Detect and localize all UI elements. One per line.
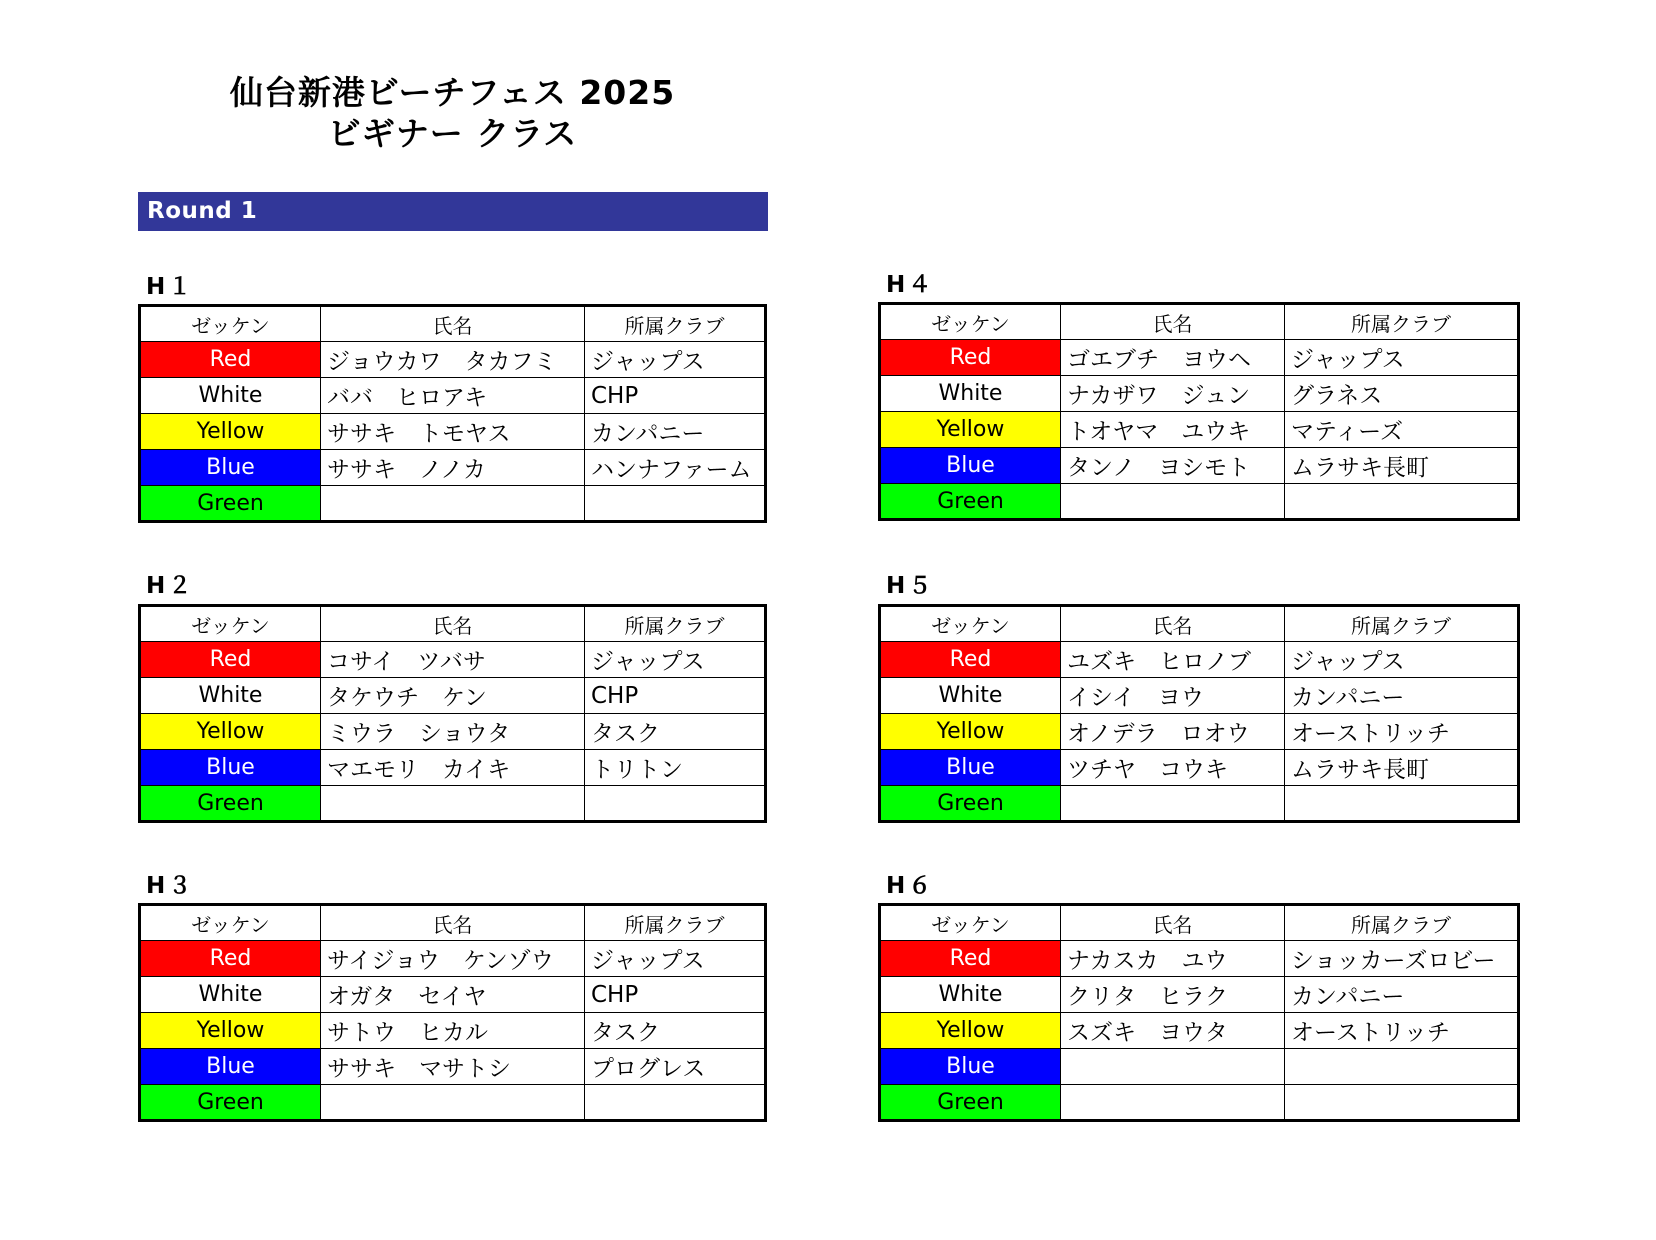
bib-color-cell: Green <box>140 486 321 522</box>
heat-label: H２ <box>146 573 195 599</box>
athlete-name-cell: ジョウカワ タカフミ <box>321 342 585 378</box>
bib-header: ゼッケン <box>140 606 321 642</box>
club-cell: CHP <box>585 378 766 414</box>
club-cell <box>1285 1085 1519 1121</box>
athlete-name-cell <box>321 486 585 522</box>
club-header: 所属クラブ <box>585 905 766 941</box>
club-cell: ハンナファーム <box>585 450 766 486</box>
club-cell <box>585 486 766 522</box>
table-row <box>880 484 1519 520</box>
athlete-name-cell: ババ ヒロアキ <box>321 378 585 414</box>
athlete-name-cell: ミウラ ショウタ <box>321 714 585 750</box>
table-row <box>140 414 766 450</box>
title-line-2: ビギナー クラス <box>327 114 578 153</box>
bib-color-cell: Green <box>880 484 1061 520</box>
table-row <box>880 376 1519 412</box>
bib-color-cell: White <box>880 678 1061 714</box>
athlete-name-cell: ササキ マサトシ <box>321 1049 585 1085</box>
club-cell: ジャップス <box>585 342 766 378</box>
heat-label: H５ <box>886 573 935 599</box>
header-row <box>880 606 1519 642</box>
bib-color-cell: White <box>140 378 321 414</box>
athlete-name-cell: クリタ ヒラク <box>1061 977 1285 1013</box>
athlete-name-cell: マエモリ カイキ <box>321 750 585 786</box>
athlete-name-cell <box>321 786 585 822</box>
table-row <box>140 378 766 414</box>
club-cell: ショッカーズロビー <box>1285 941 1519 977</box>
bib-color-cell: Green <box>140 786 321 822</box>
club-cell: マティーズ <box>1285 412 1519 448</box>
header-row <box>880 304 1519 340</box>
club-cell: ムラサキ長町 <box>1285 750 1519 786</box>
athlete-name-cell <box>1061 1085 1285 1121</box>
name-header: 氏名 <box>1061 905 1285 941</box>
bib-color-cell: Blue <box>140 1049 321 1085</box>
athlete-name-cell: スズキ ヨウタ <box>1061 1013 1285 1049</box>
table-row <box>880 750 1519 786</box>
table-row <box>880 642 1519 678</box>
table-row <box>140 977 766 1013</box>
bib-color-cell: White <box>140 678 321 714</box>
athlete-name-cell <box>1061 1049 1285 1085</box>
athlete-name-cell: ナカザワ ジュン <box>1061 376 1285 412</box>
club-cell: ジャップス <box>585 642 766 678</box>
header-row <box>140 306 766 342</box>
name-header: 氏名 <box>1061 304 1285 340</box>
bib-header: ゼッケン <box>880 905 1061 941</box>
header-row <box>140 905 766 941</box>
table-row <box>140 750 766 786</box>
athlete-name-cell: イシイ ヨウ <box>1061 678 1285 714</box>
bib-color-cell: Yellow <box>140 714 321 750</box>
heat-label: H６ <box>886 873 935 899</box>
bib-color-cell: Blue <box>140 450 321 486</box>
bib-color-cell: Red <box>140 941 321 977</box>
bib-color-cell: White <box>880 376 1061 412</box>
club-cell: ムラサキ長町 <box>1285 448 1519 484</box>
athlete-name-cell: タンノ ヨシモト <box>1061 448 1285 484</box>
title-line-1: 仙台新港ビーチフェス 2025 <box>229 73 676 112</box>
table-row <box>140 678 766 714</box>
table-row <box>880 1049 1519 1085</box>
table-row <box>140 450 766 486</box>
club-header: 所属クラブ <box>1285 304 1519 340</box>
club-cell: CHP <box>585 977 766 1013</box>
athlete-name-cell: コサイ ツバサ <box>321 642 585 678</box>
heat-label: H１ <box>146 274 195 300</box>
bib-color-cell: Yellow <box>140 1013 321 1049</box>
athlete-name-cell <box>1061 484 1285 520</box>
club-cell: ジャップス <box>1285 340 1519 376</box>
club-header: 所属クラブ <box>1285 606 1519 642</box>
bib-header: ゼッケン <box>880 606 1061 642</box>
bib-color-cell: Blue <box>880 750 1061 786</box>
club-cell <box>585 1085 766 1121</box>
bib-header: ゼッケン <box>880 304 1061 340</box>
athlete-name-cell: ササキ ノノカ <box>321 450 585 486</box>
athlete-name-cell: サイジョウ ケンゾウ <box>321 941 585 977</box>
table-row <box>140 786 766 822</box>
athlete-name-cell: トオヤマ ユウキ <box>1061 412 1285 448</box>
club-cell: プログレス <box>585 1049 766 1085</box>
header-row <box>880 905 1519 941</box>
club-cell: タスク <box>585 1013 766 1049</box>
bib-header: ゼッケン <box>140 905 321 941</box>
club-cell: グラネス <box>1285 376 1519 412</box>
bib-color-cell: Green <box>140 1085 321 1121</box>
table-row <box>880 714 1519 750</box>
table-row <box>140 941 766 977</box>
club-cell: トリトン <box>585 750 766 786</box>
athlete-name-cell: ササキ トモヤス <box>321 414 585 450</box>
bib-color-cell: White <box>880 977 1061 1013</box>
club-cell <box>1285 484 1519 520</box>
heat-label: H３ <box>146 873 195 899</box>
bib-color-cell: Yellow <box>880 412 1061 448</box>
table-row <box>880 786 1519 822</box>
table-row <box>880 340 1519 376</box>
club-cell: カンパニー <box>1285 977 1519 1013</box>
table-row <box>140 1049 766 1085</box>
bib-color-cell: Yellow <box>880 1013 1061 1049</box>
club-cell <box>585 786 766 822</box>
table-row <box>140 714 766 750</box>
athlete-name-cell: ユズキ ヒロノブ <box>1061 642 1285 678</box>
table-row <box>880 941 1519 977</box>
table-row <box>880 1085 1519 1121</box>
table-row <box>140 1085 766 1121</box>
club-cell: カンパニー <box>1285 678 1519 714</box>
heat-table <box>878 302 1520 521</box>
heat-table <box>138 604 767 823</box>
name-header: 氏名 <box>321 306 585 342</box>
round-banner: Round 1 <box>138 192 768 231</box>
heat-table <box>138 304 767 523</box>
heat-table <box>138 903 767 1122</box>
club-header: 所属クラブ <box>1285 905 1519 941</box>
table-row <box>880 448 1519 484</box>
table-row <box>140 642 766 678</box>
name-header: 氏名 <box>1061 606 1285 642</box>
table-row <box>880 977 1519 1013</box>
table-row <box>140 1013 766 1049</box>
athlete-name-cell: オガタ セイヤ <box>321 977 585 1013</box>
athlete-name-cell: タケウチ ケン <box>321 678 585 714</box>
bib-color-cell: Blue <box>880 1049 1061 1085</box>
club-cell: ジャップス <box>585 941 766 977</box>
club-header: 所属クラブ <box>585 606 766 642</box>
club-header: 所属クラブ <box>585 306 766 342</box>
bib-color-cell: Blue <box>140 750 321 786</box>
table-row <box>880 412 1519 448</box>
bib-color-cell: Yellow <box>880 714 1061 750</box>
bib-color-cell: Yellow <box>140 414 321 450</box>
bib-color-cell: Blue <box>880 448 1061 484</box>
table-row <box>140 342 766 378</box>
club-cell: ジャップス <box>1285 642 1519 678</box>
athlete-name-cell: ナカスカ ユウ <box>1061 941 1285 977</box>
document-title <box>0 72 905 154</box>
club-cell: カンパニー <box>585 414 766 450</box>
athlete-name-cell: オノデラ ロオウ <box>1061 714 1285 750</box>
bib-color-cell: Green <box>880 1085 1061 1121</box>
club-cell <box>1285 1049 1519 1085</box>
table-row <box>880 678 1519 714</box>
name-header: 氏名 <box>321 905 585 941</box>
header-row <box>140 606 766 642</box>
athlete-name-cell: サトウ ヒカル <box>321 1013 585 1049</box>
club-cell: オーストリッチ <box>1285 714 1519 750</box>
club-cell: オーストリッチ <box>1285 1013 1519 1049</box>
bib-color-cell: White <box>140 977 321 1013</box>
name-header: 氏名 <box>321 606 585 642</box>
bib-color-cell: Red <box>140 342 321 378</box>
bib-color-cell: Red <box>880 642 1061 678</box>
heat-table <box>878 604 1520 823</box>
bib-color-cell: Red <box>880 340 1061 376</box>
table-row <box>140 486 766 522</box>
heat-table <box>878 903 1520 1122</box>
club-cell <box>1285 786 1519 822</box>
athlete-name-cell: ツチヤ コウキ <box>1061 750 1285 786</box>
bib-header: ゼッケン <box>140 306 321 342</box>
heat-label: H４ <box>886 272 935 298</box>
bib-color-cell: Red <box>880 941 1061 977</box>
bib-color-cell: Red <box>140 642 321 678</box>
athlete-name-cell <box>1061 786 1285 822</box>
table-row <box>880 1013 1519 1049</box>
athlete-name-cell <box>321 1085 585 1121</box>
club-cell: CHP <box>585 678 766 714</box>
athlete-name-cell: ゴエブチ ヨウヘ <box>1061 340 1285 376</box>
club-cell: タスク <box>585 714 766 750</box>
bib-color-cell: Green <box>880 786 1061 822</box>
